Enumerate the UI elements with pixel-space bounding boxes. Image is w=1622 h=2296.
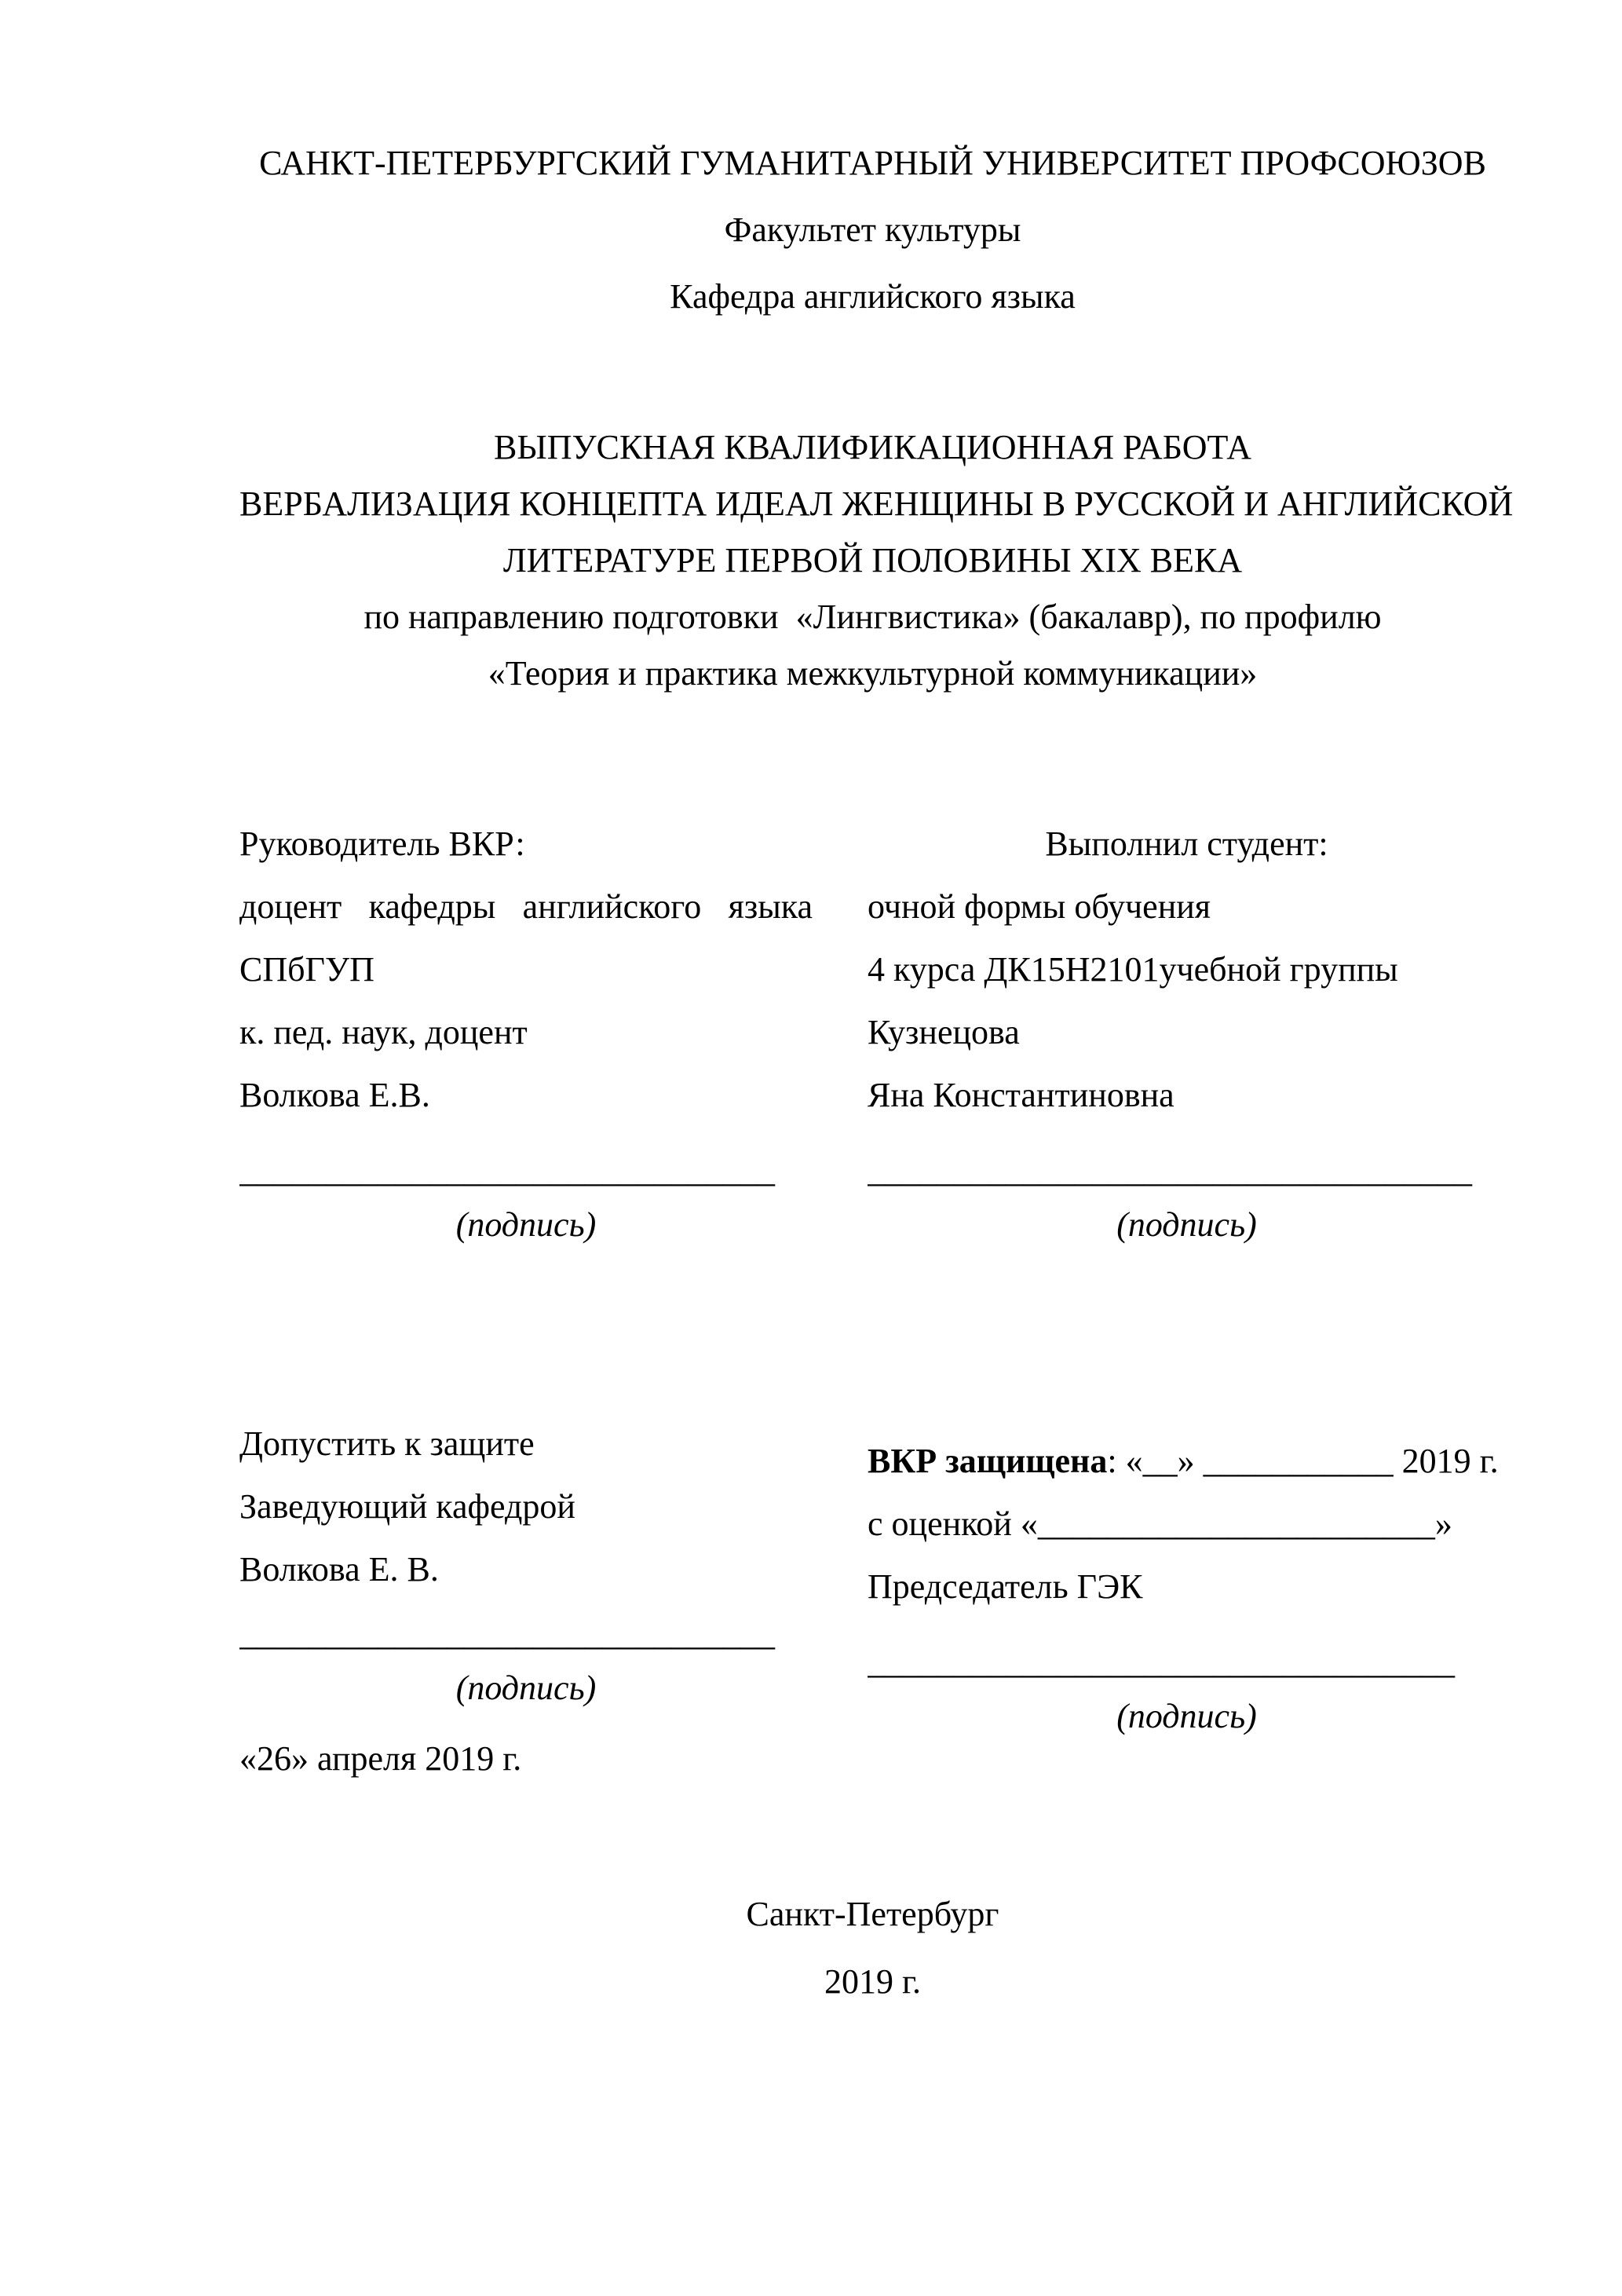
student-block (868, 816, 1506, 1251)
defense-status-label: ВКР защищена (868, 1442, 1108, 1481)
defense-block (868, 1416, 1506, 1793)
title-block (239, 419, 1514, 702)
admission-signature-line: _______________________________ (239, 1614, 775, 1654)
supervisor-name: Волкова Е.В. (239, 1075, 430, 1114)
defense-grade-line: с оценкой «_______________________» (868, 1504, 1452, 1544)
footer-block (239, 1886, 1506, 2010)
admission-date: «26» апреля 2019 г. (239, 1738, 522, 1778)
header-block (239, 135, 1506, 325)
thesis-title-line1: ВЕРБАЛИЗАЦИЯ КОНЦЕПТА ИДЕАЛ ЖЕНЩИНЫ В РУССКОЙ И АНГЛИЙСКОЙ (239, 484, 1514, 523)
admission-signature-caption: (подпись) (455, 1669, 597, 1708)
admission-name: Волкова Е. В. (239, 1550, 439, 1589)
column-gap (813, 816, 868, 1251)
student-signature-line: ___________________________________ (868, 1150, 1472, 1190)
university-name: САНКТ-ПЕТЕРБУРГСКИЙ ГУМАНИТАРНЫЙ УНИВЕРСИТЕТ ПРОФСОЮЗОВ (259, 144, 1486, 182)
thesis-title-line2: ЛИТЕРАТУРЕ ПЕРВОЙ ПОЛОВИНЫ XIX ВЕКА (502, 540, 1243, 579)
admission-line2: Заведующий кафедрой (239, 1487, 575, 1526)
supervisor-signature-caption: (подпись) (455, 1205, 597, 1244)
admission-block (239, 1416, 813, 1793)
approval-section (239, 1416, 1506, 1793)
defense-chairman: Председатель ГЭК (868, 1567, 1143, 1607)
student-group: 4 курса ДК15Н2101учебной группы (868, 949, 1398, 989)
defense-status-line (868, 1433, 1506, 1490)
profile-line: «Теория и практика межкультурной коммуникации» (488, 653, 1258, 693)
work-type-heading: ВЫПУСКНАЯ КВАЛИФИКАЦИОННАЯ РАБОТА (493, 427, 1252, 466)
student-study-form: очной формы обучения (868, 887, 1211, 926)
supervisor-position-line1: доцент кафедры английского языка (239, 887, 813, 926)
student-label: Выполнил студент: (1045, 824, 1328, 863)
student-signature-caption: (подпись) (1116, 1205, 1257, 1244)
signatories-section (239, 816, 1506, 1251)
department-name: Кафедра английского языка (670, 276, 1076, 316)
supervisor-position-line2: СПбГУП (239, 949, 374, 989)
column-gap (813, 1416, 868, 1793)
faculty-name: Факультет культуры (724, 210, 1021, 249)
admission-line1: Допустить к защите (239, 1424, 535, 1464)
student-last-name: Кузнецова (868, 1012, 1020, 1051)
supervisor-degree: к. пед. наук, доцент (239, 1012, 528, 1051)
footer-city: Санкт-Петербург (746, 1894, 999, 1933)
defense-status-rest: : «__» ___________ 2019 г. (1107, 1442, 1499, 1481)
footer-year: 2019 г. (824, 1961, 922, 2001)
student-first-middle-name: Яна Константиновна (868, 1075, 1174, 1114)
program-line: по направлению подготовки «Лингвистика» (бакалавр), по профилю (363, 597, 1382, 636)
defense-signature-line: __________________________________ (868, 1643, 1455, 1682)
supervisor-label: Руководитель ВКР: (239, 824, 525, 863)
supervisor-block (239, 816, 813, 1251)
supervisor-signature-line: _______________________________ (239, 1150, 775, 1190)
defense-signature-caption: (подпись) (1116, 1697, 1257, 1736)
